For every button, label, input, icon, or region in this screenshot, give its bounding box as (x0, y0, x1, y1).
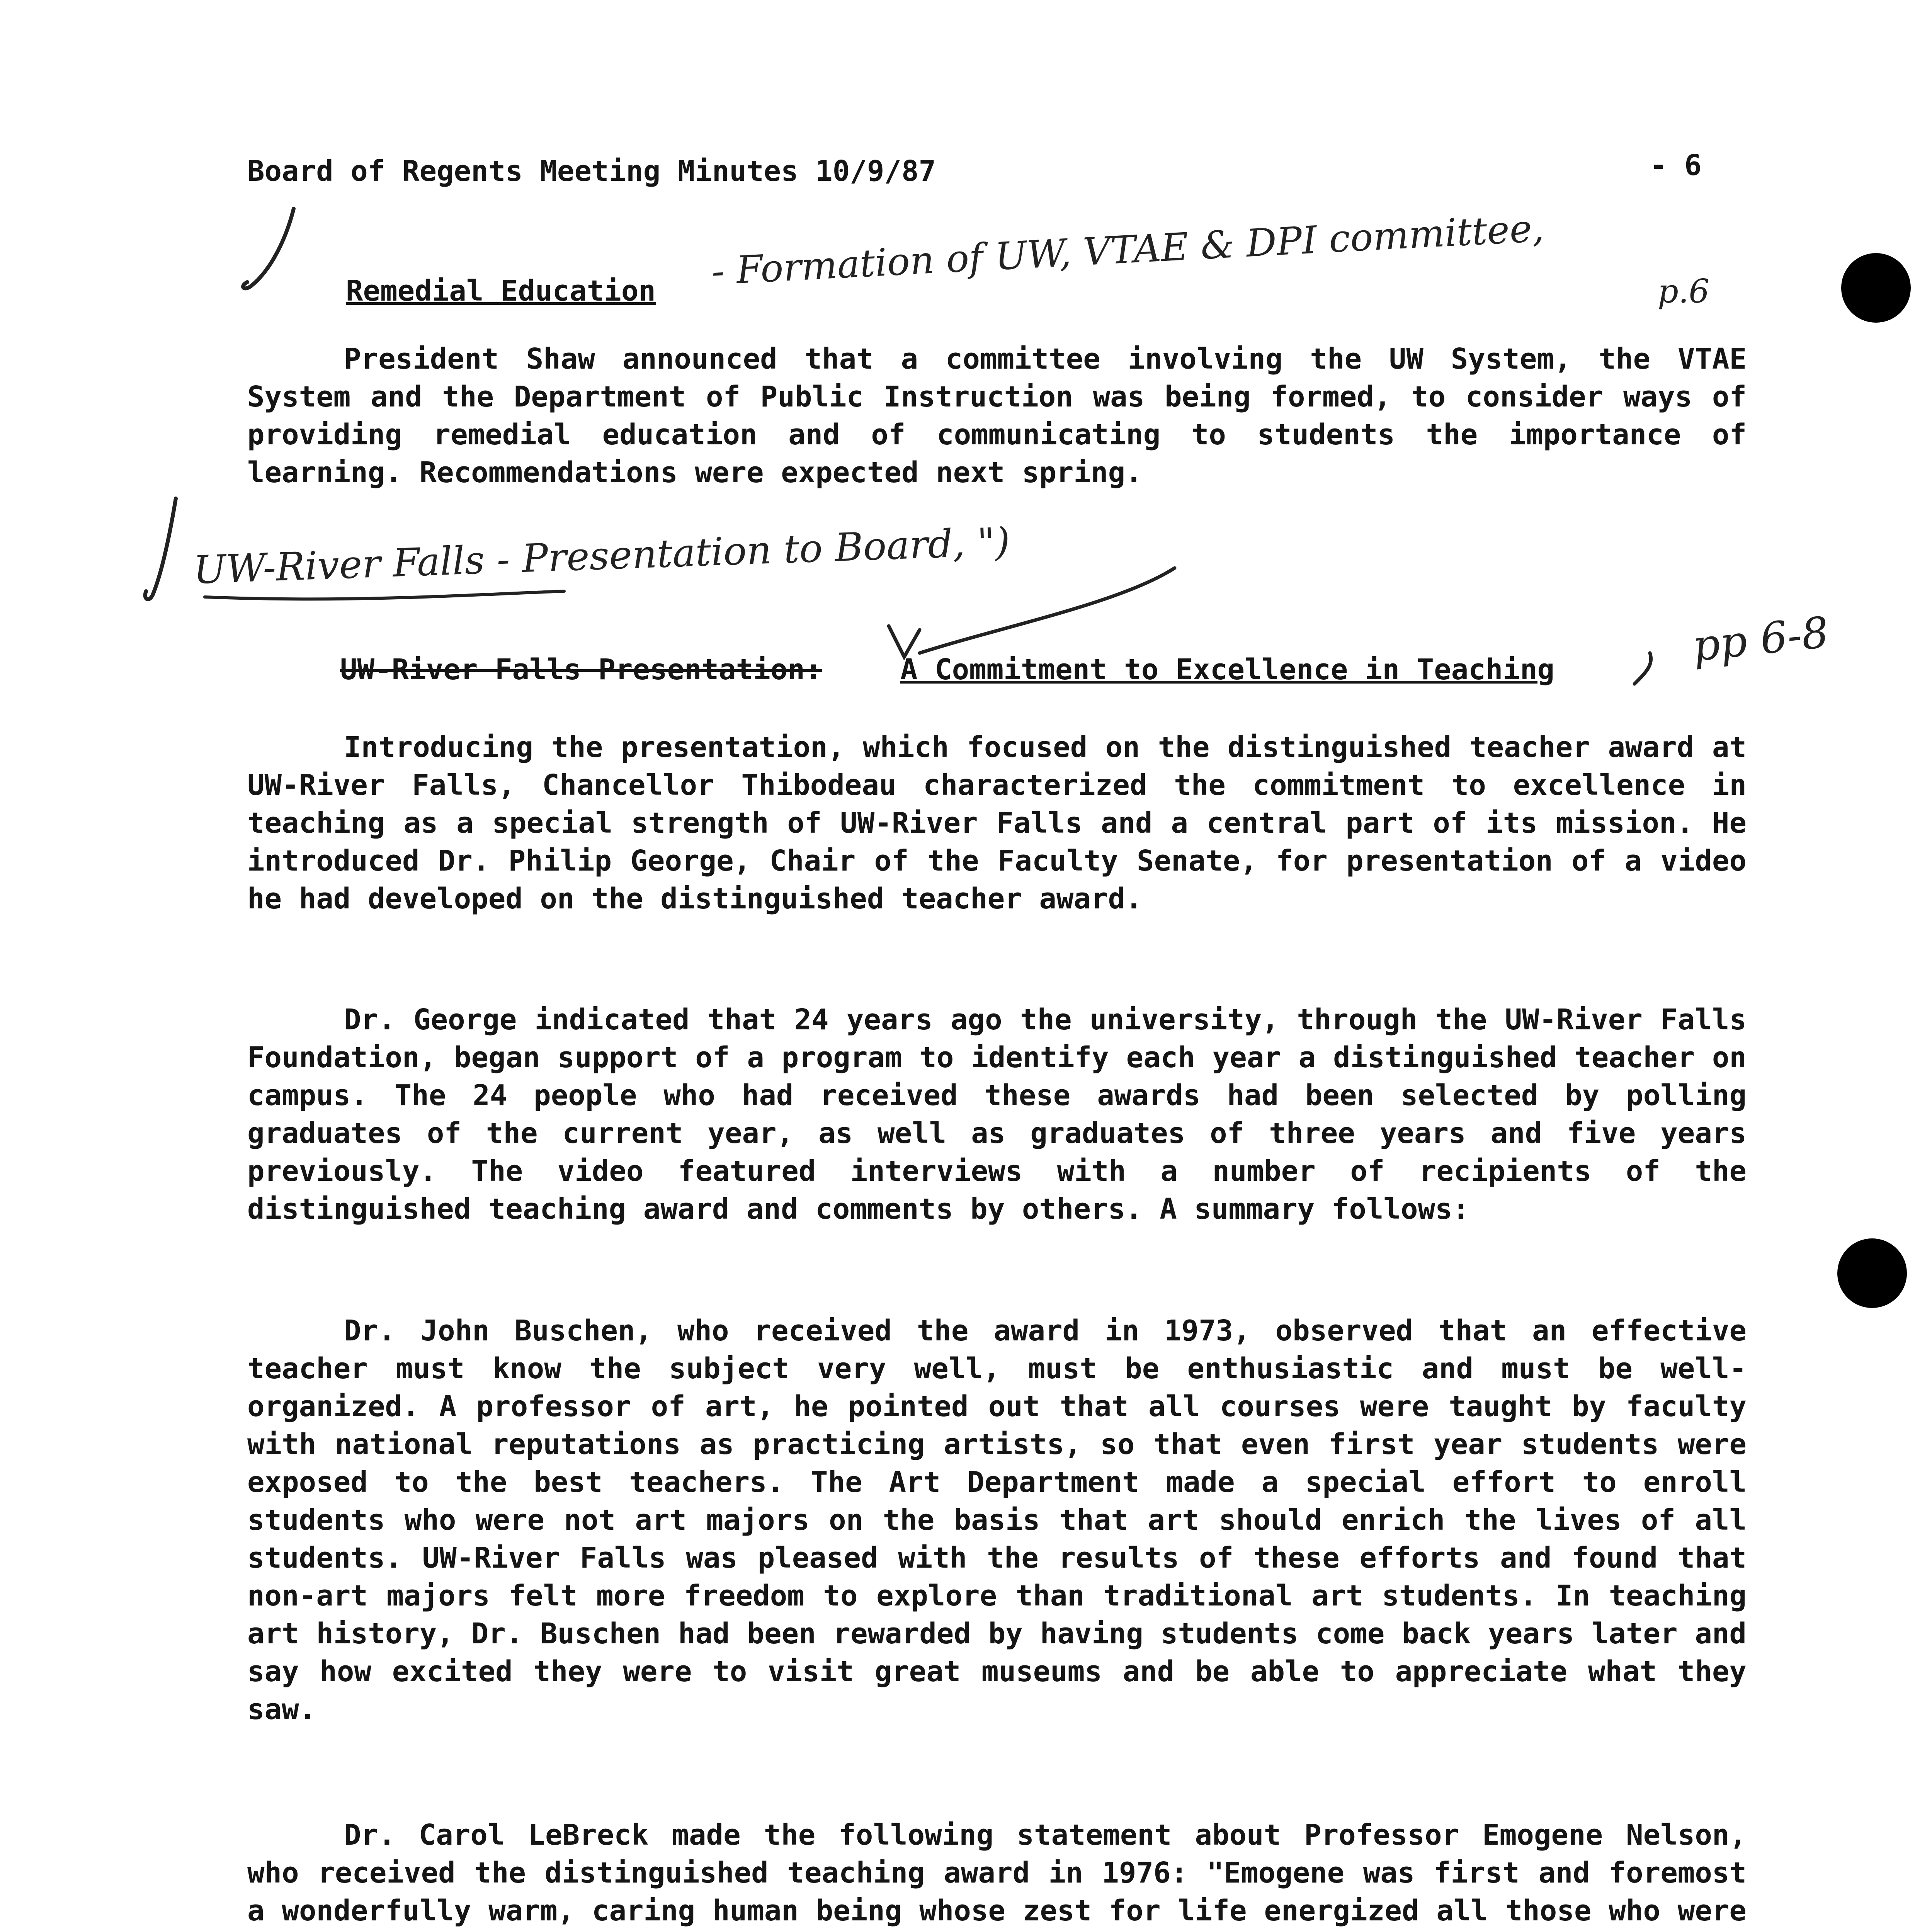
closing-quote-mark (1634, 653, 1651, 684)
excellence-in-teaching-heading: A Commitment to Excellence in Teaching (900, 653, 1554, 686)
insertion-arrow (920, 568, 1175, 653)
page-number: - 6 (1650, 149, 1702, 182)
checkmark-top (243, 209, 294, 288)
handwritten-river-falls-note: UW-River Falls - Presentation to Board, ") (192, 519, 1011, 593)
lebreck-statement-paragraph: Dr. Carol LeBreck made the following statement about Professor Emogene Nelson, who received the distinguished teaching award in 1976: "Emogene was first and foremost a wonderfully warm, caring human being whose zest for life energized all those who were (247, 1818, 1747, 1927)
handwritten-underline (205, 591, 564, 599)
punch-hole-top (1841, 253, 1911, 323)
remedial-education-paragraph: President Shaw announced that a committee involving the UW System, the VTAE System and the Department of Public Instruction was being formed, to consider ways of providing remedial education and of communicating to students the importance of learning. Recommendations were expected next spring. (247, 342, 1747, 489)
presentation-intro-paragraph: Introducing the presentation, which focused on the distinguished teacher award at UW-River Falls, Chancellor Thibodeau characterized the commitment to excellence in teaching as a special strength of UW-River Falls and a central part of its mission. He introduced Dr. Philip George, Chair of the Faculty Senate, for presentation of a video he had developed on the distinguished teacher award. (247, 731, 1747, 915)
struck-heading-text: UW-River Falls Presentation: (340, 653, 822, 686)
dr-george-paragraph: Dr. George indicated that 24 years ago the university, through the UW-River Falls Foundation, began support of a program to identify each year a distinguished teacher on campus. The 24 people who had received these awards had been selected by polling graduates of the current year, as well as graduates of three years and five years previously. The video featured interviews with a number of recipients of the distinguished teaching award and comments by others. A summary follows: (247, 1003, 1747, 1226)
buschen-paragraph: Dr. John Buschen, who received the award in 1973, observed that an effective teacher must know the subject very well, must be enthusiastic and must be well-organized. A professor of art, he pointed out that all courses were taught by faculty with national reputations as practicing artists, so that even first year students were exposed to the best teachers. The Art Department made a special effort to enroll students who were not art majors on the basis that art should enrich the lives of all students. UW-River Falls was pleased with the results of these efforts and found that non-art majors felt more freedom to explore than traditional art students. In teaching art history, Dr. Buschen had been rewarded by having students come back years later and say how excited they were to visit great museums and be able to appreciate what they saw. (247, 1314, 1747, 1726)
remedial-education-heading: Remedial Education (346, 274, 656, 308)
handwritten-committee-note: - Formation of UW, VTAE & DPI committee, (710, 206, 1545, 294)
page-header-title: Board of Regents Meeting Minutes 10/9/87 (247, 155, 936, 188)
handwritten-page-reference: p.6 (1658, 272, 1709, 310)
checkmark-middle (145, 498, 176, 599)
insertion-caret (889, 626, 920, 657)
punch-hole-middle (1837, 1238, 1907, 1308)
handwritten-pages-reference: pp 6-8 (1690, 607, 1831, 671)
